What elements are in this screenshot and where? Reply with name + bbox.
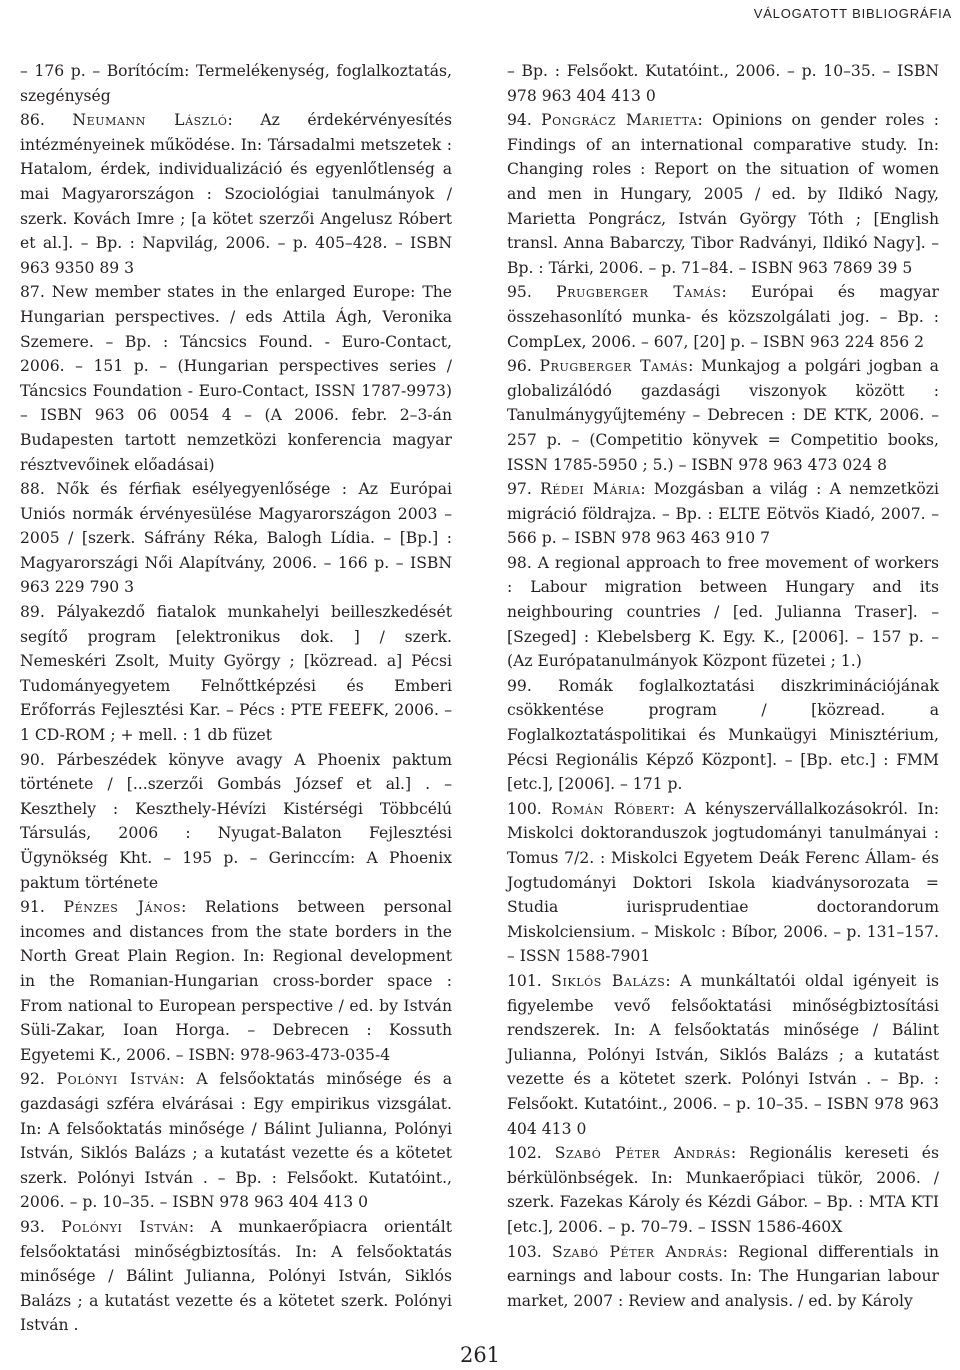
bibliography-entry	[507, 1141, 939, 1239]
entry-number: 103.	[507, 1242, 542, 1261]
entry-number: 97.	[507, 480, 532, 499]
bibliography-entry	[507, 674, 939, 797]
entry-text: : A munkaerőpiacra orientált felsőoktatási minőségbiztosítás. In: A felsőoktatás minősége / Bálint Julianna, Polónyi István, Siklós Balázs ; a kutatást vezette és a kötetet szerk. Polónyi István .	[20, 1217, 452, 1335]
entry-author: Prugberger Tamás	[539, 357, 689, 376]
entry-author: Román Róbert	[551, 799, 670, 818]
entry-number: 93.	[20, 1217, 45, 1236]
entry-author: Pongrácz Marietta	[541, 111, 698, 130]
bibliography-entry	[507, 551, 939, 674]
entry-author: Rédei Mária	[540, 480, 641, 499]
entry-text: : Mozgásban a világ : A nemzetközi migráció földrajza. – Bp. : ELTE Eötvös Kiadó, 2007. – 566 p. – ISBN 978 963 463 910 7	[507, 480, 939, 548]
bibliography-entry	[507, 1240, 939, 1314]
entry-author: Prugberger Tamás	[556, 283, 722, 302]
entry-text: : Relations between personal incomes and distances from the state borders in the North Great Plain Region. In: Regional development in the Romanian-Hungarian cross-border space : From national to European perspective / ed. by István Süli-Zakar, Ioan Horga. – Debrecen : Kossuth Egyetemi K., 2006. – ISBN: 978-963-473-035-4	[20, 898, 452, 1064]
entry-text: : A munkáltatói oldal igényeit is figyelembe vevő felsőoktatási minőségbiztosítási rendszerek. In: A felsőoktatás minősége / Bálint Julianna, Polónyi István, Siklós Balázs ; a kutatást vezette és a kötetet szerk. Polónyi István . – Bp. : Felsőokt. Kutatóint., 2006. – p. 10–35. – ISBN 978 963 404 413 0	[507, 971, 939, 1138]
entry-text: : Munkajog a polgári jogban a globalizálódó gazdasági viszonyok között : Tanulmánygyűjtemény – Debrecen : DE KTK, 2006. – 257 p. – (Competitio könyvek = Competitio books, ISSN 1785-5950 ; 5.) – ISBN 978 963 473 024 8	[507, 357, 939, 474]
entry-author: Siklós Balázs	[551, 971, 666, 990]
bibliography-entry	[507, 477, 939, 551]
entry-number: 91.	[20, 898, 45, 917]
entry-text: – 176 p. – Borítócím: Termelékenység, foglalkoztatás, szegénység	[20, 62, 452, 105]
entry-number: 94.	[507, 111, 532, 130]
bibliography-entry	[20, 280, 452, 477]
entry-number: 102.	[507, 1144, 542, 1163]
bibliography-entry	[507, 969, 939, 1141]
bibliography-entry	[20, 748, 452, 896]
bibliography-entry	[507, 797, 939, 969]
entry-author: Polónyi István	[61, 1217, 189, 1236]
bibliography-entry	[20, 1067, 452, 1215]
entry-number: 99.	[507, 676, 532, 695]
entry-text: : Opinions on gender roles : Findings of an international comparative study. In: Changing roles : Report on the situation of women and men in Hungary, 2005 / ed. by Ildikó Nagy, Marietta Pongrácz, István György Tóth ; [English transl. Anna Babarczy, Tibor Radványi, Ildikó Nagy]. – Bp. : Tárki, 2006. – p. 71–84. – ISBN 963 7869 39 5	[507, 111, 939, 277]
entry-number: 92.	[20, 1070, 45, 1089]
entry-text: A regional approach to free movement of workers : Labour migration between Hungary and its neighbouring countries / [ed. Julianna Traser]. – [Szeged] : Klebelsberg K. Egy. K., [2006]. – 157 p. – (Az Európatanulmányok Központ füzetei ; 1.)	[507, 553, 939, 671]
page-number: 261	[459, 1343, 501, 1367]
bibliography-entry	[20, 600, 452, 748]
entry-text: Párbeszédek könyve avagy A Phoenix paktum története / [...szerzői Gombás József et al.] . – Keszthely : Keszthely-Hévízi Kistérségi Többcélú Társulás, 2006 : Nyugat-Balaton Fejlesztési Ügynökség Kht. – 195 p. – Gerinccím: A Phoenix paktum története	[20, 750, 452, 892]
entry-number: 95.	[507, 283, 532, 302]
bibliography-entry	[507, 354, 939, 477]
entry-number: 100.	[507, 799, 542, 818]
entry-text: : Az érdekérvényesítés intézményeinek működése. In: Társadalmi metszetek : Hatalom, érdek, individualizáció és egyenlőtlenség a mai Magyarországon : Szociológiai tanulmányok / szerk. Kovách Imre ; [a kötet szerzői Angelusz Róbert et al.]. – Bp. : Napvilág, 2006. – p. 405–428. – ISBN 963 9350 89 3	[20, 111, 452, 277]
bibliography-entry	[20, 59, 452, 108]
bibliography-entry	[20, 477, 452, 600]
entry-text: New member states in the enlarged Europe: The Hungarian perspectives. / eds Attila Ágh, Veronika Szemere. – Bp. : Táncsics Found. - Euro-Contact, 2006. – 151 p. – (Hungarian perspectives series / Táncsics Foundation - Euro-Contact, ISSN 1787-9973) – ISBN 963 06 0054 4 – (A 2006. febr. 2–3-án Budapesten tartott nemzetközi konferencia magyar résztvevőinek előadásai)	[20, 283, 452, 474]
bibliography-column-left	[20, 59, 452, 1338]
entry-text: : A felsőoktatás minősége és a gazdasági szféra elvárásai : Egy empirikus vizsgálat. In: A felsőoktatás minősége / Bálint Julianna, Polónyi István, Siklós Balázs ; a kutatást vezette és a kötetet szerk. Polónyi István . – Bp. : Felsőokt. Kutatóint., 2006. – p. 10–35. – ISBN 978 963 404 413 0	[20, 1070, 452, 1212]
entry-number: 96.	[507, 357, 532, 376]
entry-text: Romák foglalkoztatási diszkriminációjának csökkentése program / [közread. a Foglalkoztatáspolitikai és Munkaügyi Minisztérium, Pécsi Regionális Képző Központ]. – [Bp. etc.] : FMM [etc.], [2006]. – 171 p.	[507, 676, 939, 794]
entry-author: Pénzes János	[63, 898, 182, 917]
bibliography-entry	[20, 895, 452, 1067]
bibliography-entry	[20, 108, 452, 280]
entry-text: – Bp. : Felsőokt. Kutatóint., 2006. – p. 10–35. – ISBN 978 963 404 413 0	[507, 62, 939, 105]
entry-text: Nők és férfiak esélyegyenlősége : Az Európai Uniós normák érvényesülése Magyarországon 2003 – 2005 / [szerk. Sáfrány Réka, Balogh Lídia. – [Bp.] : Magyarországi Női Alapítvány, 2006. – 166 p. – ISBN 963 229 790 3	[20, 480, 452, 597]
entry-author: Szabó Péter András	[552, 1242, 723, 1261]
entry-text: Pályakezdő fiatalok munkahelyi beilleszkedését segítő program [elektronikus dok. ] / szerk. Nemeskéri Zsolt, Muity György ; [közread. a] Pécsi Tudományegyetem Felnőttképzési és Emberi Erőforrás Fejlesztési Kar. – Pécs : PTE FEEFK, 2006. – 1 CD-ROM ; + mell. : 1 db füzet	[20, 603, 452, 745]
entry-number: 98.	[507, 553, 532, 572]
entry-text: : Regional differentials in earnings and labour costs. In: The Hungarian labour market, 2007 : Review and analysis. / ed. by Károly	[507, 1242, 939, 1310]
entry-text: : Európai és magyar összehasonlító munka- és közszolgálati jog. – Bp. : CompLex, 2006. – 607, [20] p. – ISBN 963 224 856 2	[507, 283, 939, 351]
bibliography-entry	[507, 280, 939, 354]
entry-number: 90.	[20, 750, 45, 769]
entry-author: Neumann László	[72, 111, 228, 130]
entry-number: 87.	[20, 283, 45, 302]
entry-number: 89.	[20, 603, 45, 622]
entry-number: 88.	[20, 480, 45, 499]
entry-number: 101.	[507, 971, 542, 990]
bibliography-entry	[507, 108, 939, 280]
entry-author: Polónyi István	[56, 1070, 180, 1089]
entry-text: : Regionális kereseti és bérkülönbségek. In: Munkaerőpiaci tükör, 2006. / szerk. Fazekas Károly és Kézdi Gábor. – Bp. : MTA KTI [etc.], 2006. – p. 70–79. – ISSN 1586-460X	[507, 1144, 939, 1236]
bibliography-column-right	[507, 59, 939, 1313]
entry-text: : A kényszervállalkozásokról. In: Miskolci doktoranduszok jogtudományi tanulmányai : Tomus 7/2. : Miskolci Egyetem Deák Ferenc Állam- és Jogtudományi Doktori Iskola kiadványsorozata = Studia iurisprudentiae doctorandorum Miskolciensium. – Miskolc : Bíbor, 2006. – p. 131–157. – ISSN 1588-7901	[507, 799, 939, 966]
bibliography-entry	[20, 1215, 452, 1338]
entry-author: Szabó Péter András	[554, 1144, 731, 1163]
bibliography-entry	[507, 59, 939, 108]
entry-number: 86.	[20, 111, 45, 130]
running-header: VÁLOGATOTT BIBLIOGRÁFIA	[753, 6, 952, 21]
